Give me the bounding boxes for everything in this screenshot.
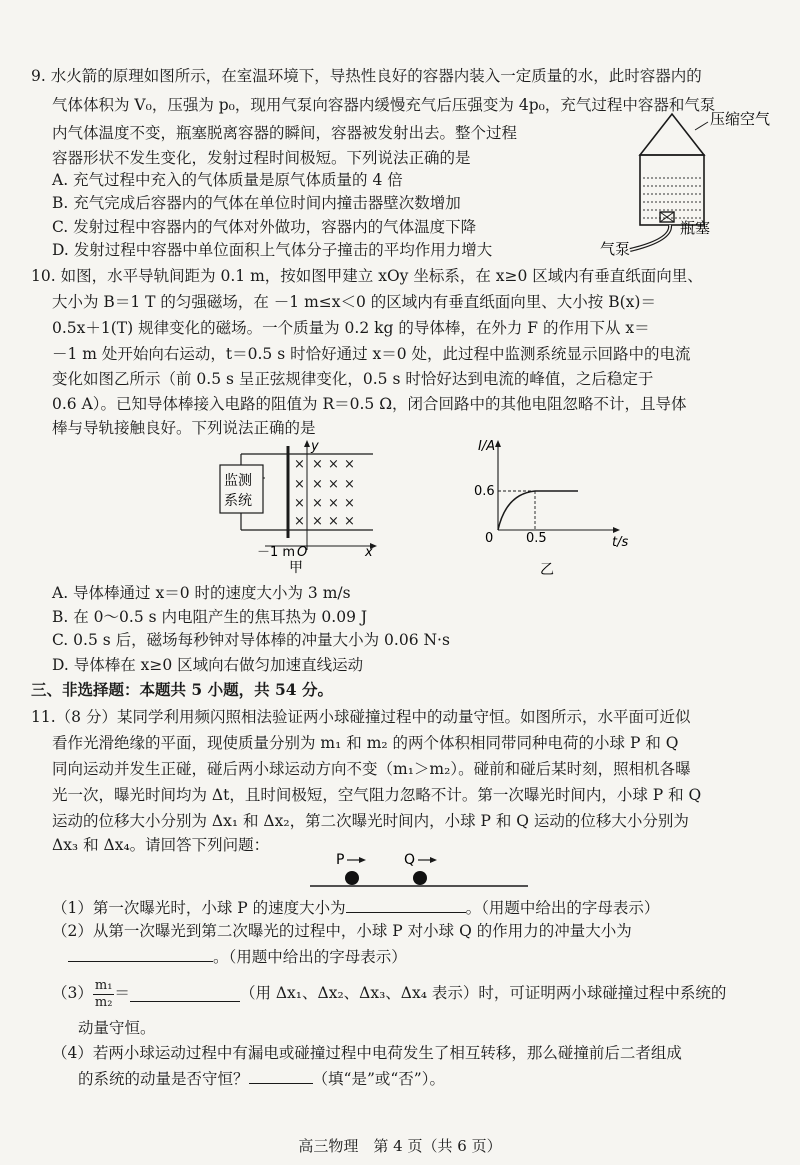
tick-0.6: 0.6 xyxy=(474,484,495,499)
q11-sub1: （1）第一次曝光时，小球 P 的速度大小为 。（用题中给出的字母表示） xyxy=(52,899,660,917)
mass-ratio-fraction: $\frac{\text{m₁}}{\text{m₂}}$ xyxy=(94,977,113,1010)
ball-p xyxy=(345,871,359,885)
monitor-label-2: 系统 xyxy=(224,493,252,509)
q10-line-6: 0.6 A）。已知导体棒接入电路的阻值为 R＝0.5 Ω，闭合回路中的其他电阻忽略不计，且导体 xyxy=(52,395,687,413)
q10-line-5: 变化如图乙所示（前 0.5 s 呈正弦规律变化，0.5 s 时恰好达到电流的峰值，之后稳定于 xyxy=(52,370,654,388)
svg-text:×: × xyxy=(328,514,339,529)
container-cone xyxy=(640,114,704,155)
q10-option-b: B. 在 0～0.5 s 内电阻产生的焦耳热为 0.09 J xyxy=(52,608,368,626)
origin-label: O xyxy=(297,545,308,560)
svg-text:×: × xyxy=(344,477,355,492)
current-curve xyxy=(498,491,535,530)
label-pump: 气泵 xyxy=(600,240,631,258)
svg-text:×: × xyxy=(294,477,305,492)
answer-blank-3[interactable] xyxy=(130,986,240,1002)
q10-line-3: 0.5x＋1(T) 规律变化的磁场。一个质量为 0.2 kg 的导体棒，在外力 F 的作用下从 x＝ xyxy=(52,319,650,337)
svg-text:×: × xyxy=(328,477,339,492)
i-axis-label: I/A xyxy=(478,439,496,454)
svg-text:×: × xyxy=(328,496,339,511)
q10-option-d: D. 导体棒在 x≥0 区域向右做匀加速直线运动 xyxy=(52,656,364,674)
svg-text:×: × xyxy=(294,514,305,529)
q9-line-4: 容器形状不发生变化，发射过程时间极短。下列说法正确的是 xyxy=(52,149,471,167)
q10-option-c: C. 0.5 s 后，磁场每秒钟对导体棒的冲量大小为 0.06 N·s xyxy=(52,631,450,649)
figure-jia xyxy=(215,438,385,576)
q11-sub2-line-1: （2）从第一次曝光到第二次曝光的过程中，小球 P 对小球 Q 的作用力的冲量大小为 xyxy=(52,922,632,940)
section-heading: 三、非选择题：本题共 5 小题，共 54 分。 xyxy=(31,680,333,699)
svg-text:×: × xyxy=(344,457,355,472)
q10-option-a: A. 导体棒通过 x＝0 时的速度大小为 3 m/s xyxy=(52,584,351,602)
answer-blank-1[interactable] xyxy=(346,897,466,913)
q11-sub3-line-2: 动量守恒。 xyxy=(78,1019,156,1037)
minus1-label: －1 m xyxy=(257,545,296,560)
balls-figure xyxy=(300,850,540,892)
q9-line-1: 9. 水火箭的原理如图所示，在室温环境下，导热性良好的容器内装入一定质量的水，此时容器内的 xyxy=(31,67,702,85)
q10-line-7: 棒与导轨接触良好。下列说法正确的是 xyxy=(52,419,316,437)
answer-blank-2[interactable] xyxy=(68,946,213,962)
label-stopper: 瓶塞 xyxy=(680,219,711,237)
q11-line-2: 看作光滑绝缘的平面，现使质量分别为 m₁ 和 m₂ 的两个体积相同带同种电荷的小球 P 和 Q xyxy=(52,734,679,752)
q11-sub2-line-2: 。（用题中给出的字母表示） xyxy=(52,946,407,967)
q11-sub4-line-1: （4）若两小球运动过程中有漏电或碰撞过程中电荷发生了相互转移，那么碰撞前后二者组成 xyxy=(52,1044,682,1062)
caption-jia: 甲 xyxy=(289,560,303,576)
container-body xyxy=(640,155,704,225)
svg-text:×: × xyxy=(344,514,355,529)
caption-yi: 乙 xyxy=(540,562,554,578)
tick-0.5: 0.5 xyxy=(526,531,547,546)
svg-text:×: × xyxy=(312,496,323,511)
tick-zero: 0 xyxy=(485,531,494,546)
q11-sub3: （3） $\frac{\text{m₁}}{\text{m₂}}$ ＝ （用 Δx₁、Δx₂、Δx₃、Δx₄ 表示）时，可证明两小球碰撞过程中系统的 xyxy=(52,977,727,1010)
q9-line-2: 气体体积为 V₀，压强为 p₀，现用气泵向容器内缓慢充气后压强变为 4p₀，充气过程中容器和气泵 xyxy=(52,96,716,114)
y-label: y xyxy=(311,439,319,454)
answer-blank-4[interactable] xyxy=(249,1068,313,1084)
q9-line-3: 内气体温度不变，瓶塞脱离容器的瞬间，容器被发射出去。整个过程 xyxy=(52,124,518,142)
svg-text:×: × xyxy=(328,457,339,472)
svg-text:×: × xyxy=(312,477,323,492)
ball-q xyxy=(413,871,427,885)
q11-line-3: 同向运动并发生正碰，碰后两小球运动方向不变（m₁＞m₂）。碰前和碰后某时刻，照相机各曝 xyxy=(52,760,691,778)
q10-line-2: 大小为 B＝1 T 的匀强磁场，在 －1 m≤x＜0 的区域内有垂直纸面向里、大小按 B(x)＝ xyxy=(52,293,656,311)
q11-line-5: 运动的位移大小分别为 Δx₁ 和 Δx₂，第二次曝光时间内，小球 P 和 Q 运动的位移大小分别为 xyxy=(52,812,689,830)
ball-p-label: P xyxy=(336,852,345,868)
svg-text:×: × xyxy=(344,496,355,511)
q10-line-4: －1 m 处开始向右运动，t＝0.5 s 时恰好通过 x＝0 处，此过程中监测系统显示回路中的电流 xyxy=(52,345,691,363)
svg-text:×: × xyxy=(294,496,305,511)
x-label: x xyxy=(365,545,373,560)
field-crosses xyxy=(294,457,355,529)
q9-option-a: A. 充气过程中充入的气体质量是原气体质量的 4 倍 xyxy=(52,171,403,189)
q11-sub4-line-2: 的系统的动量是否守恒？ （填“是”或“否”）。 xyxy=(78,1070,445,1088)
t-axis-label: t/s xyxy=(612,535,629,550)
q9-option-b: B. 充气完成后容器内的气体在单位时间内撞击器壁次数增加 xyxy=(52,194,461,212)
figure-yi xyxy=(470,434,640,579)
water-rocket-figure xyxy=(600,100,790,265)
q11-line-1: 11.（8 分）某同学利用频闪照相法验证两小球碰撞过程中的动量守恒。如图所示，水平面可近似 xyxy=(31,708,691,726)
page-footer: 高三物理 第 4 页（共 6 页） xyxy=(298,1137,502,1155)
ball-q-label: Q xyxy=(404,852,416,868)
monitor-label-1: 监测 xyxy=(224,473,252,489)
q11-line-6: Δx₃ 和 Δx₄。请回答下列问题： xyxy=(52,836,270,854)
q11-line-4: 光一次，曝光时间均为 Δt，且时间极短，空气阻力忽略不计。第一次曝光时间内，小球 P 和 Q xyxy=(52,786,702,804)
label-compressed-air: 压缩空气 xyxy=(710,110,771,128)
svg-text:×: × xyxy=(294,457,305,472)
q9-option-d: D. 发射过程中容器中单位面积上气体分子撞击的平均作用力增大 xyxy=(52,241,493,259)
q9-option-c: C. 发射过程中容器内的气体对外做功，容器内的气体温度下降 xyxy=(52,218,477,236)
q10-line-1: 10. 如图，水平导轨间距为 0.1 m，按如图甲建立 xOy 坐标系，在 x≥0 区域内有垂直纸面向里、 xyxy=(31,267,703,285)
svg-text:×: × xyxy=(312,457,323,472)
svg-text:×: × xyxy=(312,514,323,529)
